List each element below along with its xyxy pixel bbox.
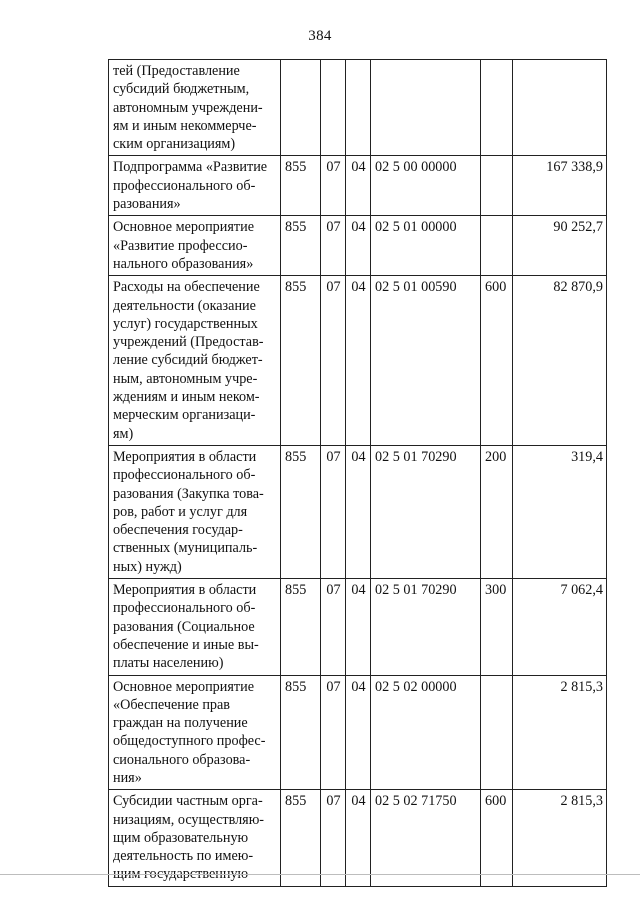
- table-row: [109, 675, 607, 790]
- table-row: [109, 156, 607, 216]
- expense-name-line: обеспечения государ-: [113, 522, 243, 539]
- target-article-code-cell: 02 5 02 00000: [371, 675, 481, 790]
- amount-cell: 90 252,7: [513, 216, 607, 276]
- grbs-code-cell: 855: [281, 675, 321, 790]
- amount-cell: [513, 60, 607, 156]
- target-article-code-cell: 02 5 01 00000: [371, 216, 481, 276]
- table-row: [109, 276, 607, 446]
- subsection-code-cell: 04: [346, 675, 371, 790]
- expense-name-line: профессионального об-: [113, 177, 256, 194]
- expense-name-line: тей (Предоставление: [113, 63, 240, 79]
- subsection-code-cell: [346, 60, 371, 156]
- expense-name-cell: [109, 675, 281, 790]
- target-article-code-cell: 02 5 00 00000: [371, 156, 481, 216]
- expense-name-line: Мероприятия в области: [113, 448, 257, 465]
- amount-cell: 7 062,4: [513, 579, 607, 675]
- expense-type-code-cell: [481, 216, 513, 276]
- expense-name-cell: [109, 216, 281, 276]
- expense-name-line: ния»: [113, 769, 142, 786]
- expense-name-line: разования (Закупка това-: [113, 485, 264, 502]
- expense-name-line: разования (Социальное: [113, 618, 255, 635]
- section-code-cell: 07: [321, 790, 346, 886]
- expense-name-cell: [109, 579, 281, 675]
- expense-name-line: разования»: [113, 196, 181, 213]
- expense-name-line: учреждений (Предостав-: [113, 334, 264, 351]
- expense-name-line: щим государственную: [113, 866, 249, 883]
- expense-name-line: сионального образова-: [113, 751, 251, 768]
- table-row: [109, 579, 607, 675]
- budget-table: [108, 59, 607, 887]
- expense-name-line: услуг) государственных: [113, 315, 258, 332]
- subsection-code-cell: 04: [346, 276, 371, 446]
- expense-name-cell: [109, 276, 281, 446]
- subsection-code-cell: 04: [346, 445, 371, 578]
- expense-name-line: ным, автономным учре-: [113, 370, 258, 387]
- expense-type-code-cell: 600: [481, 790, 513, 886]
- section-code-cell: 07: [321, 156, 346, 216]
- grbs-code-cell: [281, 60, 321, 156]
- expense-name-line: Подпрограмма «Развитие: [113, 159, 268, 176]
- section-code-cell: 07: [321, 579, 346, 675]
- expense-name-line: Мероприятия в области: [113, 582, 257, 599]
- amount-cell: 2 815,3: [513, 675, 607, 790]
- expense-name-cell: [109, 156, 281, 216]
- grbs-code-cell: 855: [281, 579, 321, 675]
- grbs-code-cell: 855: [281, 216, 321, 276]
- amount-cell: 2 815,3: [513, 790, 607, 886]
- target-article-code-cell: 02 5 01 70290: [371, 579, 481, 675]
- expense-name-line: низациям, осуществляю-: [113, 811, 265, 828]
- section-code-cell: 07: [321, 445, 346, 578]
- expense-name-line: профессионального об-: [113, 467, 256, 484]
- page-number: 384: [308, 28, 332, 44]
- table-row: [109, 445, 607, 578]
- table-row: [109, 790, 607, 886]
- expense-name-line: деятельность по имею-: [113, 848, 254, 865]
- expense-name-line: субсидий бюджетным,: [113, 81, 250, 98]
- expense-name-cell: [109, 445, 281, 578]
- expense-type-code-cell: [481, 156, 513, 216]
- expense-name-line: Расходы на обеспечение: [113, 279, 260, 296]
- table-row: [109, 60, 607, 156]
- grbs-code-cell: 855: [281, 156, 321, 216]
- amount-cell: 82 870,9: [513, 276, 607, 446]
- table-body: [109, 60, 607, 887]
- expense-name-line: щим образовательную: [113, 829, 249, 846]
- expense-name-line: мерческим организаци-: [113, 407, 256, 424]
- expense-name-line: Основное мероприятие: [113, 219, 254, 236]
- expense-name-line: нального образования»: [113, 255, 254, 272]
- expense-name-line: граждан на получение: [113, 715, 248, 732]
- expense-name-line: ждениям и иным неком-: [113, 389, 260, 406]
- expense-type-code-cell: 300: [481, 579, 513, 675]
- amount-cell: 167 338,9: [513, 156, 607, 216]
- expense-name-line: ственных (муниципаль-: [113, 540, 258, 557]
- expense-type-code-cell: 600: [481, 276, 513, 446]
- page-bottom-rule: [0, 874, 640, 875]
- amount-cell: 319,4: [513, 445, 607, 578]
- grbs-code-cell: 855: [281, 276, 321, 446]
- expense-name-line: автономным учреждени-: [113, 99, 263, 116]
- expense-name-line: деятельности (оказание: [113, 297, 256, 314]
- subsection-code-cell: 04: [346, 216, 371, 276]
- expense-type-code-cell: [481, 675, 513, 790]
- expense-name-line: ям и иным некоммерче-: [113, 117, 257, 134]
- expense-name-line: «Развитие профессио-: [113, 237, 248, 254]
- expense-name-cell: [109, 790, 281, 886]
- subsection-code-cell: 04: [346, 156, 371, 216]
- expense-name-line: ров, работ и услуг для: [113, 503, 248, 520]
- expense-name-line: ных) нужд): [113, 558, 182, 575]
- target-article-code-cell: [371, 60, 481, 156]
- section-code-cell: [321, 60, 346, 156]
- subsection-code-cell: 04: [346, 579, 371, 675]
- expense-name-cell: [109, 60, 281, 156]
- subsection-code-cell: 04: [346, 790, 371, 886]
- grbs-code-cell: 855: [281, 790, 321, 886]
- expense-name-line: обеспечение и иные вы-: [113, 636, 259, 653]
- section-code-cell: 07: [321, 675, 346, 790]
- expense-type-code-cell: 200: [481, 445, 513, 578]
- expense-name-line: ям): [113, 425, 134, 442]
- table-row: [109, 216, 607, 276]
- expense-name-line: платы населению): [113, 655, 224, 672]
- expense-name-line: общедоступного профес-: [113, 733, 266, 750]
- target-article-code-cell: 02 5 01 70290: [371, 445, 481, 578]
- expense-name-line: Субсидии частным орга-: [113, 793, 263, 810]
- target-article-code-cell: 02 5 02 71750: [371, 790, 481, 886]
- section-code-cell: 07: [321, 276, 346, 446]
- expense-type-code-cell: [481, 60, 513, 156]
- expense-name-line: «Обеспечение прав: [113, 696, 230, 713]
- expense-name-line: Основное мероприятие: [113, 678, 254, 695]
- expense-name-line: профессионального об-: [113, 600, 256, 617]
- expense-name-line: ским организациям): [113, 136, 236, 153]
- expense-name-line: ление субсидий бюджет-: [113, 352, 263, 369]
- section-code-cell: 07: [321, 216, 346, 276]
- target-article-code-cell: 02 5 01 00590: [371, 276, 481, 446]
- grbs-code-cell: 855: [281, 445, 321, 578]
